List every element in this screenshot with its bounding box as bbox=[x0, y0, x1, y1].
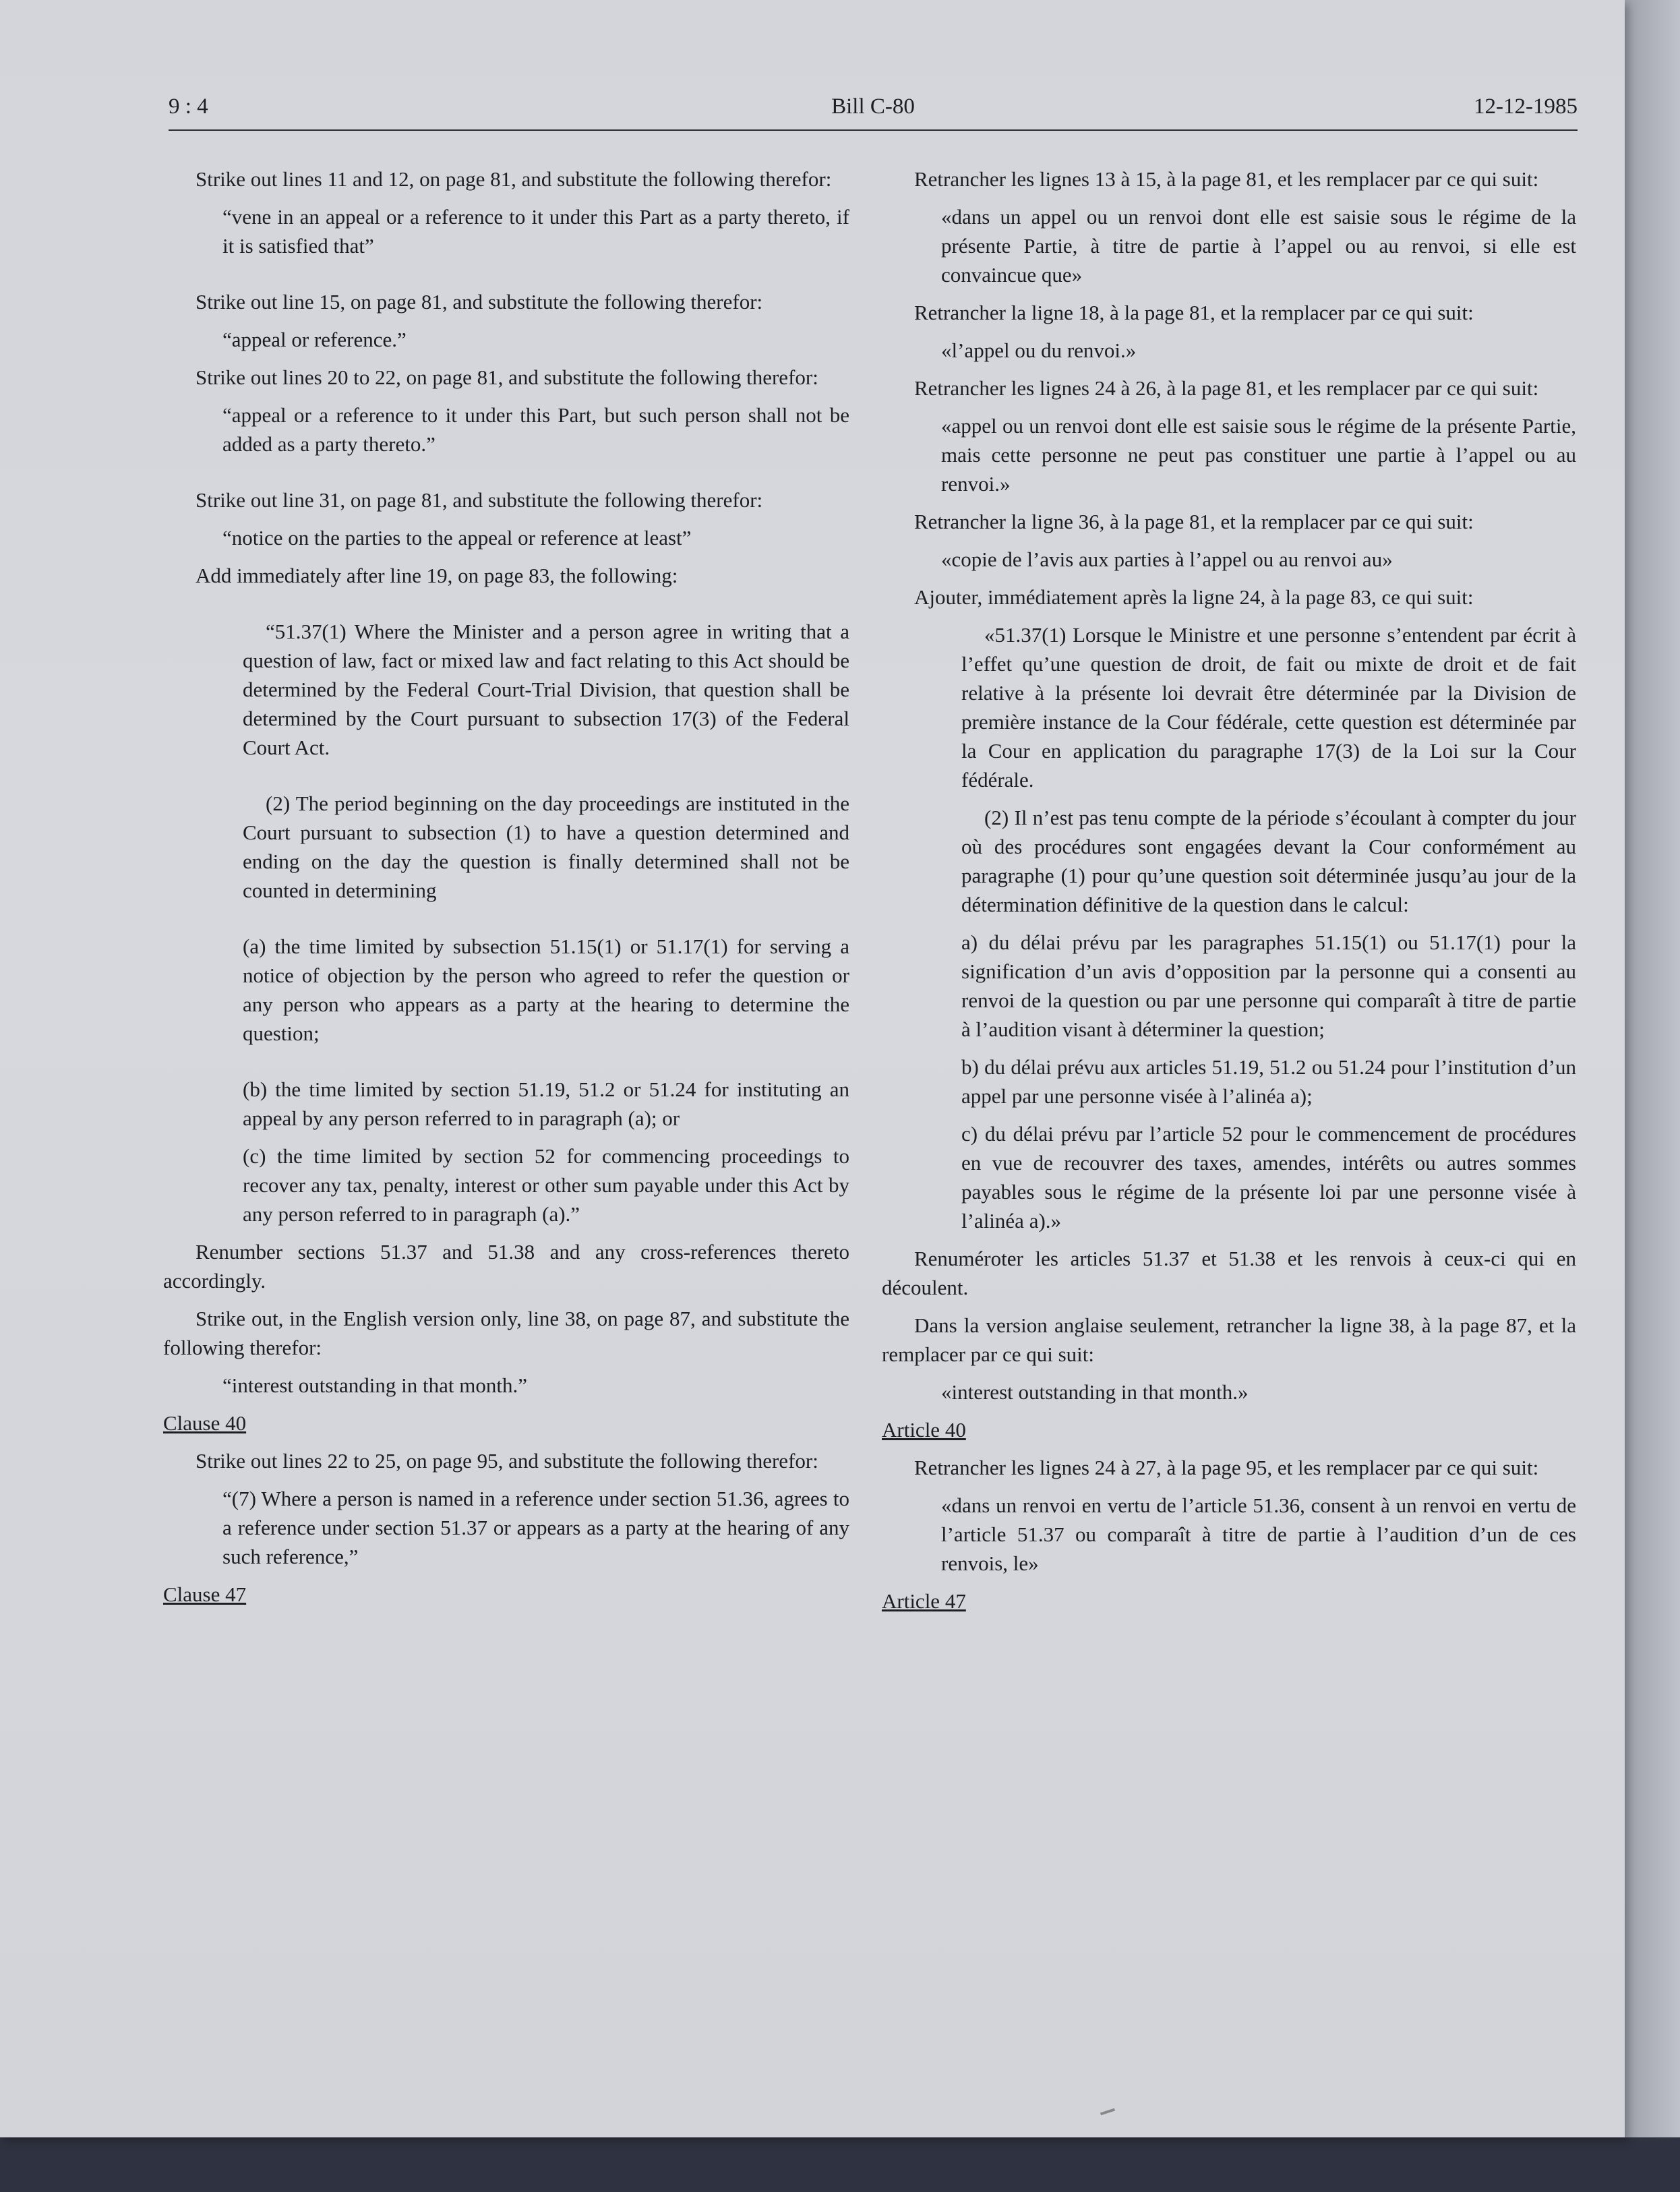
binding-edge bbox=[1625, 0, 1680, 2137]
quoted-text: «copie de l’avis aux parties à l’appel ou au renvoi au» bbox=[941, 547, 1393, 571]
instruction-paragraph: Strike out lines 11 and 12, on page 81, and substitute the following therefor: bbox=[196, 167, 832, 191]
page-header bbox=[169, 94, 1578, 129]
instruction-paragraph: Strike out line 31, on page 81, and substitute the following therefor: bbox=[196, 488, 763, 512]
header-date: 12-12-1985 bbox=[1474, 94, 1578, 119]
quoted-text: “(7) Where a person is named in a reference under section 51.36, agrees to a reference under section 51.37 or appears as a party at the hearing of any such reference,” bbox=[222, 1487, 849, 1568]
page-number: 9 : 4 bbox=[169, 94, 208, 119]
paragraph-item: a) du délai prévu par les paragraphes 51.15(1) ou 51.17(1) pour la signification d’un avis d’opposition par la personne qui a consenti au renvoi de la question ou par une personne qui comparaît à titre de partie à l’audition visant à déterminer la question; bbox=[961, 930, 1576, 1041]
clause-heading: Article 47 bbox=[882, 1589, 966, 1613]
instruction-paragraph: Strike out lines 20 to 22, on page 81, and substitute the following therefor: bbox=[196, 365, 818, 389]
clause-heading: Article 40 bbox=[882, 1418, 966, 1442]
quoted-text: “interest outstanding in that month.” bbox=[222, 1373, 527, 1397]
instruction-paragraph: Strike out line 15, on page 81, and substitute the following therefor: bbox=[196, 290, 763, 314]
subsection-text: (2) The period beginning on the day proceedings are instituted in the Court pursuant to subsection (1) to have a question determined and ending on the day the question is finally determined shall not be counted in determining bbox=[243, 792, 849, 902]
instruction-paragraph: Renumber sections 51.37 and 51.38 and any cross-references thereto accordingly. bbox=[163, 1240, 849, 1293]
instruction-paragraph: Retrancher les lignes 24 à 26, à la page 81, et les remplacer par ce qui suit: bbox=[914, 376, 1539, 400]
quoted-text: “appeal or reference.” bbox=[222, 328, 407, 351]
quoted-text: «dans un renvoi en vertu de l’article 51.36, consent à un renvoi en vertu de l’article 51.37 ou comparaît à titre de partie à l’audition d’un de ces renvois, le» bbox=[941, 1493, 1576, 1575]
french-column bbox=[882, 165, 1576, 1624]
scan-bottom-edge bbox=[0, 2137, 1680, 2192]
paragraph-item: c) du délai prévu par l’article 52 pour le commencement de procédures en vue de recouvrer des taxes, amendes, intérêts ou autres sommes payables sous le régime de la présente loi par une personne visée à l’alinéa a).» bbox=[961, 1122, 1576, 1233]
instruction-paragraph: Ajouter, immédiatement après la ligne 24, à la page 83, ce qui suit: bbox=[914, 585, 1474, 609]
instruction-paragraph: Renuméroter les articles 51.37 et 51.38 et les renvois à ceux-ci qui en découlent. bbox=[882, 1247, 1576, 1299]
clause-heading: Clause 40 bbox=[163, 1411, 247, 1435]
bill-title: Bill C-80 bbox=[831, 94, 915, 119]
paragraph-item: b) du délai prévu aux articles 51.19, 51.2 ou 51.24 pour l’institution d’un appel par une personne visée à l’alinéa a); bbox=[961, 1055, 1576, 1108]
subsection-text: «51.37(1) Lorsque le Ministre et une personne s’entendent par écrit à l’effet qu’une question de droit, de fait ou mixte de droit et de fait relative à la présente loi devrait être déterminée par la Division de première instance de la Cour fédérale, cette question est déterminée par la Cour en application du paragraphe 17(3) de la Loi sur la Cour fédérale. bbox=[961, 623, 1576, 792]
pen-mark bbox=[1100, 2108, 1115, 2116]
quoted-text: «appel ou un renvoi dont elle est saisie sous le régime de la présente Partie, mais cette personne ne peut pas constituer une partie à l’appel ou au renvoi.» bbox=[941, 414, 1576, 496]
paragraph-item: (c) the time limited by section 52 for commencing proceedings to recover any tax, penalty, interest or other sum payable under this Act by any person referred to in paragraph (a).” bbox=[243, 1144, 849, 1226]
instruction-paragraph: Retrancher la ligne 36, à la page 81, et la remplacer par ce qui suit: bbox=[914, 510, 1474, 533]
subsection-text: (2) Il n’est pas tenu compte de la période s’écoulant à compter du jour où des procédures sont engagées devant la Cour conformément au paragraphe (1) pour qu’une question soit déterminée jusqu’au jour de la détermination définitive de la question dans le calcul: bbox=[961, 806, 1576, 916]
header-rule bbox=[169, 129, 1578, 131]
quoted-text: «l’appel ou du renvoi.» bbox=[941, 338, 1137, 362]
instruction-paragraph: Retrancher la ligne 18, à la page 81, et la remplacer par ce qui suit: bbox=[914, 301, 1474, 324]
quoted-text: “vene in an appeal or a reference to it under this Part as a party thereto, if it is satisfied that” bbox=[222, 205, 849, 258]
quoted-text: “appeal or a reference to it under this Part, but such person shall not be added as a party thereto.” bbox=[222, 403, 849, 456]
quoted-text: «dans un appel ou un renvoi dont elle est saisie sous le régime de la présente Partie, à titre de partie à l’appel ou au renvoi, si elle est convaincue que» bbox=[941, 205, 1576, 287]
instruction-paragraph: Retrancher les lignes 13 à 15, à la page 81, et les remplacer par ce qui suit: bbox=[914, 167, 1539, 191]
subsection-text: “51.37(1) Where the Minister and a person agree in writing that a question of law, fact or mixed law and fact relating to this Act should be determined by the Federal Court-Trial Division, that question shall be determined by the Court pursuant to subsection 17(3) of the Federal Court Act. bbox=[243, 620, 849, 759]
instruction-paragraph: Strike out lines 22 to 25, on page 95, and substitute the following therefor: bbox=[196, 1449, 818, 1473]
instruction-paragraph: Retrancher les lignes 24 à 27, à la page 95, et les remplacer par ce qui suit: bbox=[914, 1456, 1539, 1479]
quoted-text: «interest outstanding in that month.» bbox=[941, 1380, 1249, 1404]
paragraph-item: (b) the time limited by section 51.19, 51.2 or 51.24 for instituting an appeal by any person referred to in paragraph (a); or bbox=[243, 1077, 849, 1130]
english-column bbox=[163, 165, 849, 1618]
quoted-text: “notice on the parties to the appeal or reference at least” bbox=[222, 526, 692, 550]
instruction-paragraph: Add immediately after line 19, on page 83, the following: bbox=[196, 564, 678, 587]
instruction-paragraph: Strike out, in the English version only, line 38, on page 87, and substitute the following therefor: bbox=[163, 1307, 849, 1359]
paragraph-item: (a) the time limited by subsection 51.15(1) or 51.17(1) for serving a notice of objection by the person who agreed to refer the question or any person who appears as a party at the hearing to determine the question; bbox=[243, 935, 849, 1045]
instruction-paragraph: Dans la version anglaise seulement, retrancher la ligne 38, à la page 87, et la remplacer par ce qui suit: bbox=[882, 1313, 1576, 1366]
clause-heading: Clause 47 bbox=[163, 1582, 247, 1606]
